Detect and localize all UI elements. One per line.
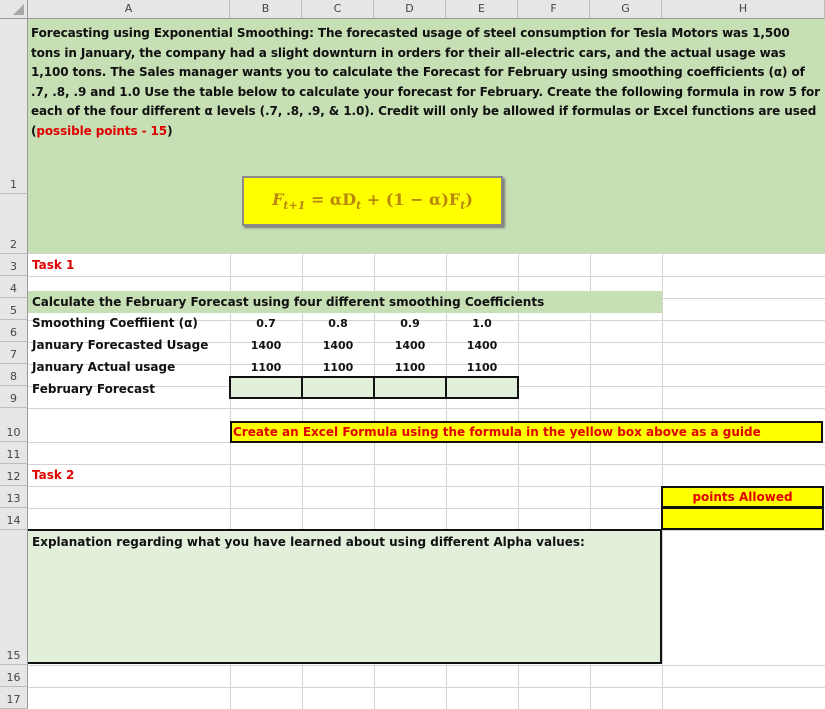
alpha-value[interactable]: 0.9 bbox=[400, 317, 420, 330]
row-header-6[interactable]: 6 bbox=[0, 320, 28, 342]
forecast-label: January Forecasted Usage bbox=[32, 338, 209, 352]
task1-title: Task 1 bbox=[32, 258, 75, 272]
forecast-value[interactable]: 1400 bbox=[250, 339, 282, 352]
select-all-triangle-icon bbox=[13, 4, 24, 15]
forecast-value[interactable]: 1400 bbox=[466, 339, 498, 352]
row-header-17[interactable]: 17 bbox=[0, 687, 28, 709]
actual-label: January Actual usage bbox=[32, 360, 176, 374]
select-all-corner[interactable] bbox=[0, 0, 28, 19]
alpha-value[interactable]: 0.7 bbox=[256, 317, 276, 330]
forecast-value[interactable]: 1400 bbox=[322, 339, 354, 352]
col-header-h[interactable]: H bbox=[662, 0, 825, 19]
points-allowed-input[interactable] bbox=[661, 507, 824, 530]
feb-forecast-cell[interactable] bbox=[301, 376, 375, 399]
col-header-c[interactable]: C bbox=[302, 0, 374, 19]
points-allowed-label: points Allowed bbox=[692, 490, 793, 504]
row-header-2[interactable]: 2 bbox=[0, 194, 28, 254]
row-header-5[interactable]: 5 bbox=[0, 298, 28, 320]
col-header-g[interactable]: G bbox=[590, 0, 662, 19]
task2-title: Task 2 bbox=[32, 468, 75, 482]
task1-heading: Calculate the February Forecast using four different smoothing Coefficients bbox=[32, 295, 545, 309]
points-allowed-label-box[interactable] bbox=[661, 486, 824, 508]
alpha-value[interactable]: 1.0 bbox=[472, 317, 492, 330]
feb-forecast-cell[interactable] bbox=[445, 376, 519, 399]
gridline bbox=[28, 464, 825, 465]
row-header-11[interactable]: 11 bbox=[0, 442, 28, 464]
feb-forecast-label: February Forecast bbox=[32, 382, 156, 396]
row-header-16[interactable]: 16 bbox=[0, 665, 28, 687]
formula-text: $F_{t+1} = \alpha D_t + (1 - \alpha)F_t$) bbox=[272, 190, 473, 213]
formula-note-text: Create an Excel Formula using the formula in the yellow box above as a guide bbox=[233, 425, 761, 439]
row-header-3[interactable]: 3 bbox=[0, 254, 28, 276]
feb-forecast-cell[interactable] bbox=[373, 376, 447, 399]
actual-value[interactable]: 1100 bbox=[466, 361, 498, 374]
gridline bbox=[662, 254, 663, 709]
row-header-1[interactable]: 1 bbox=[0, 19, 28, 194]
alpha-label: Smoothing Coeffiient (α) bbox=[32, 316, 198, 330]
actual-value[interactable]: 1100 bbox=[394, 361, 426, 374]
formula-box[interactable] bbox=[242, 176, 503, 226]
col-header-a[interactable]: A bbox=[28, 0, 230, 19]
col-header-d[interactable]: D bbox=[374, 0, 446, 19]
alpha-value[interactable]: 0.8 bbox=[328, 317, 348, 330]
row-header-12[interactable]: 12 bbox=[0, 464, 28, 486]
explanation-label: Explanation regarding what you have learned about using different Alpha values: bbox=[32, 535, 585, 549]
col-header-f[interactable]: F bbox=[518, 0, 590, 19]
row-header-14[interactable]: 14 bbox=[0, 508, 28, 530]
gridline bbox=[28, 687, 825, 688]
gridline bbox=[28, 408, 825, 409]
row-header-4[interactable]: 4 bbox=[0, 276, 28, 298]
col-header-b[interactable]: B bbox=[230, 0, 302, 19]
actual-value[interactable]: 1100 bbox=[250, 361, 282, 374]
row-header-10[interactable]: 10 bbox=[0, 408, 28, 442]
row-header-8[interactable]: 8 bbox=[0, 364, 28, 386]
col-header-e[interactable]: E bbox=[446, 0, 518, 19]
row-header-9[interactable]: 9 bbox=[0, 386, 28, 408]
row-header-7[interactable]: 7 bbox=[0, 342, 28, 364]
gridline bbox=[28, 665, 825, 666]
gridline bbox=[28, 276, 825, 277]
feb-forecast-cell[interactable] bbox=[229, 376, 303, 399]
intro-text: Forecasting using Exponential Smoothing: The forecasted usage of steel consumption for Tesla Motors was 1,500 tons in January, the company had a slight downturn in orders for their all-electric cars, and the actual usage was 1,100 tons. The Sales manager wants you to calculate the Forecast for February using smoothing coefficients (α) of .7, .8, .9 and 1.0 Use the table below to calculate your forecast for February. Create the following formula in row 5 for each of the four different α levels (.7, .8, .9, & 1.0). Credit will only be allowed if formulas or Excel functions are used (possible points - 15) bbox=[31, 26, 820, 138]
row-header-15[interactable]: 15 bbox=[0, 530, 28, 665]
forecast-value[interactable]: 1400 bbox=[394, 339, 426, 352]
row-header-13[interactable]: 13 bbox=[0, 486, 28, 508]
actual-value[interactable]: 1100 bbox=[322, 361, 354, 374]
